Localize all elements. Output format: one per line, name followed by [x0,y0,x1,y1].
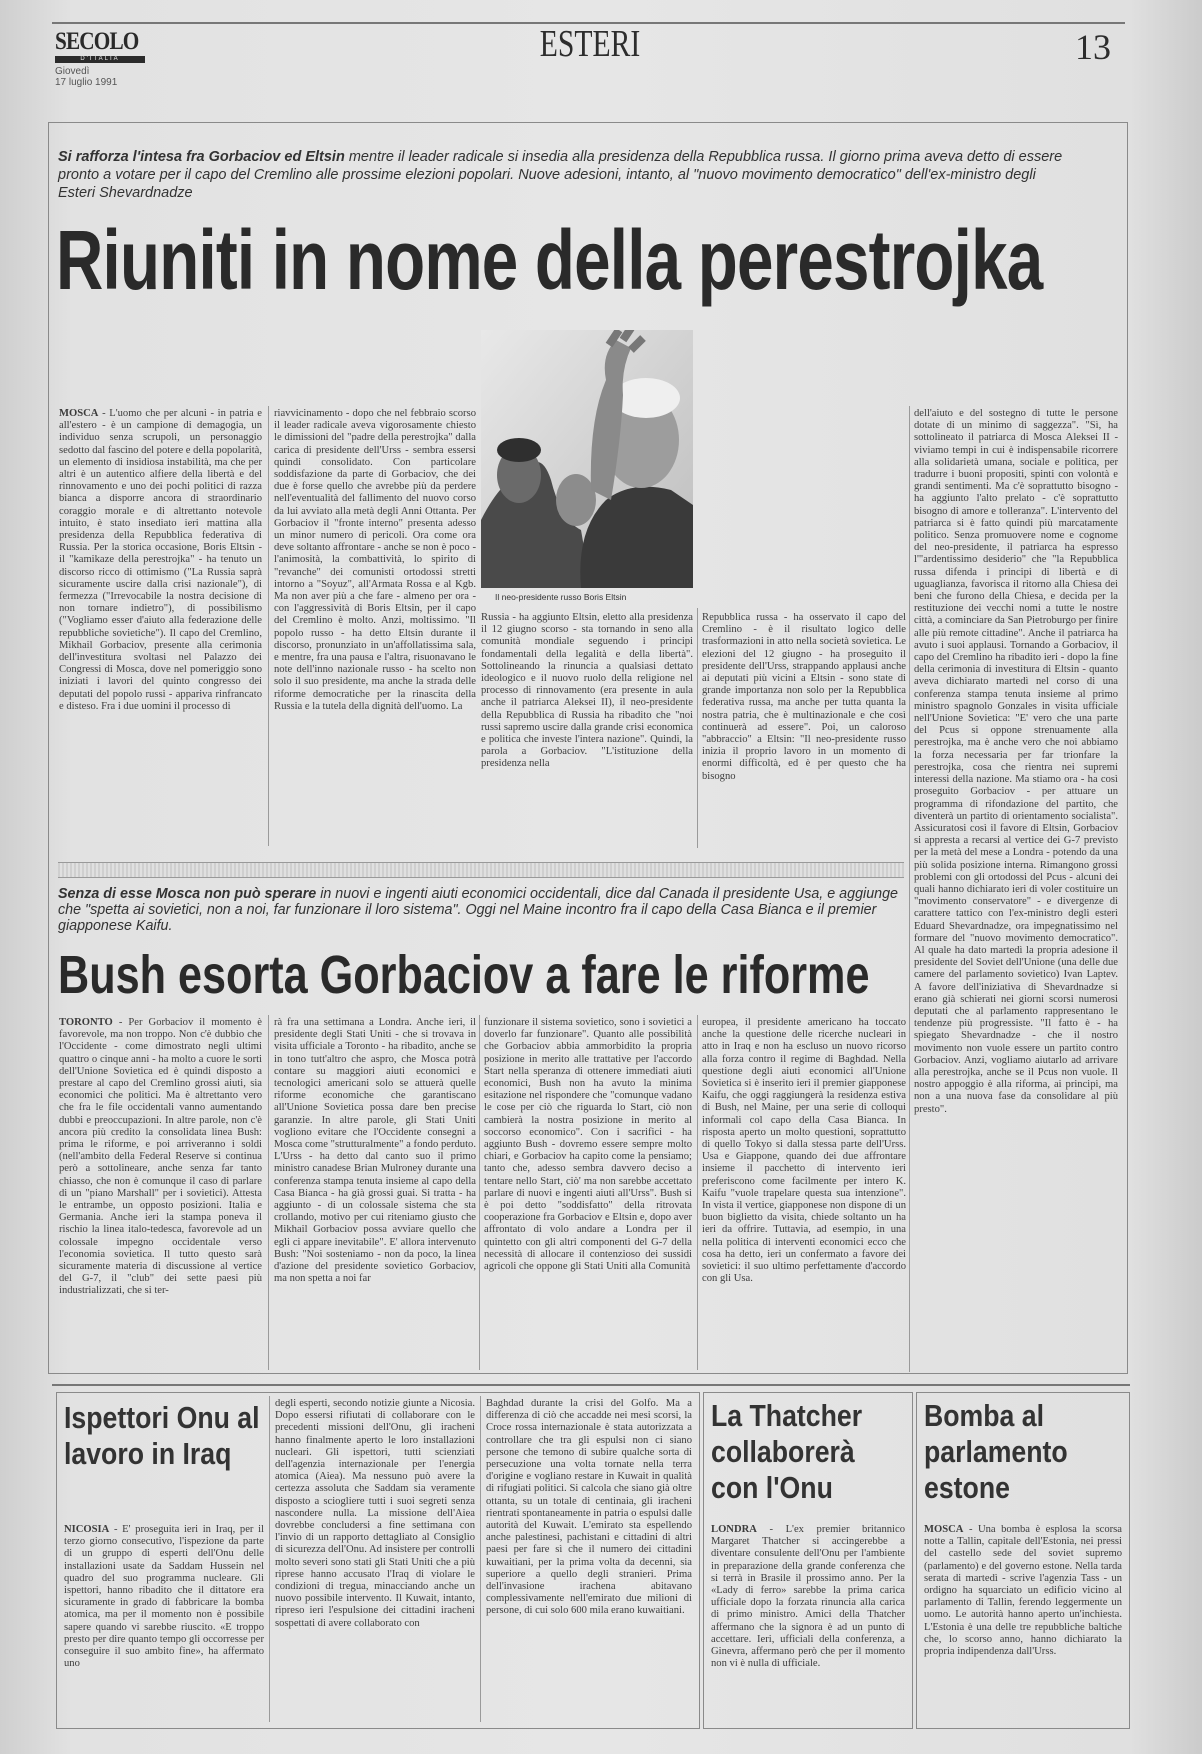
bomba-headline: Bomba al parlamento estone [924,1398,1068,1505]
page-number: 13 [1075,27,1111,67]
masthead-date: 17 luglio 1991 [55,77,118,88]
article1-column-1 [59,408,262,848]
column-divider [697,608,698,848]
article2-headline: Bush esorta Gorbaciov a fare le riforme [58,945,870,1005]
bomba-text [924,1524,1122,1722]
masthead-day: Giovedì [55,66,90,77]
column-divider [268,1015,269,1370]
article2-column-1 [59,1017,262,1371]
column-text: - L'uomo che per alcuni - in patria e all'estero - è un campione di demagogia, un individuo senza scrupoli, un personaggio sedotto dal fascino del potere e della popolarità, un elemento di insidiosa instabilità, ma che per altri è un autentico alfiere della libertà e del rinnovamento e uno dei pochi politici di razza bianca a disporre ancora di straordinario coraggio morale e di altrettanto notevole intuito, è stato insediato ieri mattina alla presidenza della Repubblica federativa di Russia. Per la storica occasione, Boris Eltsin - il "kamikaze della perestrojka" - ha tenuto un discorso ricco di ottimismo ("La Russia saprà sicuramente uscire dalla crisi nazionale"), di fermezza ("Irrevocabile la nostra decisione di non tornare indietro"), di possibilismo ("Vogliamo esser d'aiuto alla federazione delle repubbliche sovietiche"). Il capo del Cremlino, Mikhail Gorbaciov, presente alla cerimonia dell'investitura svoltasi nel Palazzo dei Congressi di Mosca, dove nel pomeriggio sono iniziati i lavori del quinto congresso dei deputati del popolo russi - appariva rinfrancato e disteso. Fra i due uomini il processo di [59,408,262,712]
column-text: - Per Gorbaciov il momento è favorevole, ma non troppo. Non c'è dubbio che l'Occidente - come dimostrato negli ultimi quattro o cinque anni - ha molto a cuore le sorti dell'Unione Sovietica ed è quindi disposto a prestare al capo del Cremlino grossi aiuti, sia economici che politici. Ma è altrettanto vero che fra le file occidentali vanno aumentando dubbi e preoccupazioni. In altre parole, non c'è ancora più credito la consolidata linea Bush: prima le riforme, e poi arriveranno i soldi (nell'ambito della Federal Reserve si continua però a sottolineare, anche senza far tanto chiasso, che non è comunque il caso di parlare di un "piano Marshall" per i sovietici). Attesta le entrambe, un opposto posizioni. Italia e Germania. Anche ieri la stampa poneva il rischio la linea italo-tedesca, favorevole ad un colossale impegno occidentale verso l'economia sovietica. Il tutto questo sarà sicuramente materia di discussione al vertice del G-7, il "club" dei sette paesi più industrializzati, che si ter- [59,1017,262,1297]
dateline: MOSCA [924,1524,964,1535]
ispettori-column-2: degli esperti, secondo notizie giunte a Nicosia. Dopo essersi rifiutati di collaborare con le precedenti missioni dell'Onu, gli iracheni hanno finalmente aperto le loro installazioni nucleari. Gli ispettori, tutti scienziati dell'agenzia internazionale per l'energia atomica (Aiea). Ma nessuno può avere la certezza assoluta che Saddam sia veramente disposto a sciogliere tutti i suoi segreti senza nascondere nulla. La missione dell'Aiea dovrebbe concludersi a fine settimana con l'invio di un rapporto dettagliato al Consiglio di sicurezza dell'Onu. Ad insistere per controlli molto severi sono stati gli Stati Uniti che a più riprese hanno accusato l'Iraq di violare le condizioni di tregua, minacciando anche un nuovo possibile intervento. Il Kuwait, intanto, ripreso ieri l'espulsione dei cittadini iracheni sospettati di avere collaborato con [275,1398,475,1629]
dateline: NICOSIA [64,1524,110,1535]
kicker-rest: in nuovi e ingenti aiuti economici occidentali, dice dal Canada il presidente Usa, e aggiunge che "spetta ai sovietici, non a noi, far funzionare il loro sistema". Oggi nel Maine incontro fra il capo della Casa Bianca e il premier giapponese Kaifu. [58,886,899,934]
photo-eltsin [481,330,693,588]
column-divider [269,1396,270,1722]
dateline: MOSCA [59,408,99,419]
column-divider [909,406,910,1372]
dateline: TORONTO [59,1017,113,1028]
column-text: - L'ex premier britannico Margaret Thatcher si accingerebbe a diventare consulente dell'Onu per l'ambiente in preparazione della grande conferenza che si terrà in Brasile il prossimo anno. Per la «Lady di ferro» sarebbe la prima carica ufficiale dopo la forzata rinuncia alla carica di primo ministro. Amici della Thatcher affermano che la signora è ad un punto di accettare. Ieri, ufficiali della conferenza, a Ginevra, affermano però che per il momento non vi è nulla di ufficiale. [711,1524,905,1670]
article1-column-3: Russia - ha aggiunto Eltsin, eletto alla presidenza il 12 giugno scorso - sta tornando in seno alla comunità mondiale seguendo i principi fondamentali della legalità e della libertà". Sottolineando la rinuncia a qualsiasi dettato ideologico e il nuovo ruolo della religione nel processo di rinnovamento (era presente in aula anche il patriarca Aleksei II), il neo-presidente della Repubblica di Russia ha ribadito che "noi russi sapremo uscire dalla grande crisi economica e politica che investe l'intera nazione". Quindi, la parola a Gorbaciov. "L'istituzione della presidenza nella [481,612,693,770]
article2-column-2: rà fra una settimana a Londra. Anche ieri, il presidente degli Stati Uniti - che si trovava in visita ufficiale a Toronto - ha ribadito, anche se in tono tutt'altro che aspro, che Mosca potrà contare su maggiori aiuti economici e tecnologici americani solo se attuerà quelle riforme economiche che garantiscano all'Unione Sovietica possa dare ben precise garanzie. In altre parole, gli Stati Uniti vogliono evitare che l'Occidente consegni a Mosca come "strutturalmente" a fondo perduto. L'Urss - ha detto dal canto suo il primo ministro canadese Brian Mulroney durante una conferenza stampa tenuta insieme al capo della Casa Bianca - ha già grossi guai. Si tratta - ha aggiunto - di un colossale sistema che sta crollando, motivo per cui riteniamo giusto che Mikhail Gorbaciov possa avviare quello che egli ci appare inevitabile". E' allora intervenuto Bush: "Noi sosteniamo - non da poco, la linea d'azione del presidente sovietico Gorbaciov, ma non spetta a noi far [274,1017,476,1285]
column-text: - E' proseguita ieri in Iraq, per il terzo giorno consecutivo, l'ispezione da parte di un gruppo di esperti dell'Onu delle installazioni usate da Saddam Hussein nel quadro del suo programma nucleare. Gli ispettori, hanno ribadito che il dittatore era sicuramente in grado di fabbricare la bomba atomica, ma per il momento non è possibile sapere quando vi sarebbe riuscito. «E troppo presto per dire quanto tempo gli occorresse per conseguire il suo ambito fine», ha affermato uno [64,1524,264,1670]
kicker-bold: Senza di esse Mosca non può sperare [58,886,317,902]
article2-kicker [58,886,903,934]
photo-caption: Il neo-presidente russo Boris Eltsin [495,592,627,602]
ispettori-column-3: Baghdad durante la crisi del Golfo. Ma a differenza di ciò che accadde nei mesi scorsi, la Croce rossa internazionale è stata autorizzata a controllare che tra gli espulsi non ci siano persone che temono di subire qualche sorta di persecuzione una volta tornate nella terra d'origine e vogliano restare in Kuwait in qualità di rifugiati politici. Si calcola che siano già oltre ottanta, su un totale di centinaia, gli iracheni rientrati spontaneamente in patria o espulsi dalle autorità del Kuwait. L'emirato sta espellendo anche palestinesi, pachistani e cittadini di altri paesi per fare sì che il numero dei cittadini kuwaitiani, per la prima volta da decenni, sia superiore a quello degli stranieri. Prima dell'invasione irachena abitavano complessivamente nell'emirato due milioni di persone, di cui solo 600 mila erano kuwaitiani. [486,1398,692,1617]
article1-column-5: dell'aiuto e del sostegno di tutte le persone dotate di un minimo di saggezza". "Sì, ha sottolineato il patriarca di Mosca Aleksei II - viviamo tempi in cui è indispensabile ricorrere alla solidarietà umana, sociale e politica, per tradurre i buoni propositi, spinti con volontà e grandi sentimenti. Ma c'è soprattutto bisogno - ha aggiunto l'alto prelato - c'è soprattutto bisogno di amore e tolleranza". L'intervento del patriarca si è fatto quindi più marcatamente politico. Senza promuovere nome e cognome del neo-presidente, il patriarca ha espresso l'"ardentissimo desiderio" che "la Repubblica russa difenda i principi di libertà e di uguaglianza, favorisca il ritorno alla Chiesa dei beni che furono della Chiesa, e decida per la restituzione dei vecchi nomi a tutte le nostre città, a cominciare da San Pietroburgo per finire alle più remote cittadine". Anche il patriarca ha avuto i suoi applausi. Tornando a Gorbaciov, il capo del Cremlino ha ribadito ieri - dopo la fine della cerimonia di investitura di Eltsin - quanto aveva dichiarato martedì nel corso di una conferenza stampa tenuta insieme al primo ministro spagnolo Gonzales in visita ufficiale nell'Unione Sovietica: "E' vero che una parte del Pcus si oppone strenuamente alla perestrojka, ma è anche vero che noi abbiamo la forza necessaria per far trionfare la perestrojka, cosa che rientra nei supremi interessi della nazione. Ma stiamo ora - ha così proseguito Gorbaciov - per attuare un programma di rifondazione del partito, che diventerà un partito di orientamento socialista". Assicuratosi così il favore di Eltsin, Gorbaciov si appresta a recarsi al vertice dei G-7 previsto per la metà del mese a Londra - potendo da una più solida posizione interna. Rimangono grossi problemi con gli ortodossi del Pcus - alcuni dei quali hanno dichiarato ieri di voler costituire un "movimento conservatore" - e divergenze di carattere tattico con l'ex-ministro degli esteri Eduard Shevardnadze, ora impegnatissimo nel formare del "nuovo movimento democratico". Al quale ha dato martedì la propria adesione il presidente del Soviet dell'Unione (una delle due camere del parlamento sovietico) Ivan Laptev. A favore dell'iniziativa di Shevardnadze si erano già schierati nei giorni scorsi numerosi deputati che al parlamento rappresentano le tendenze più progressiste. "Il fatto è - ha spiegato Shevardnadze - che il nostro movimento non vuole essere un partito contro Gorbaciov. Anzi, vogliamo aiutarlo ad arrivare alla perestrojka, anche se il Pcus non vuole. Il nostro appoggio è alla riforma, ai principi, ma non a una nuova fase da consolidare al più presto". [914,408,1118,1115]
thatcher-text [711,1524,905,1722]
column-divider [697,1015,698,1370]
dateline: LONDRA [711,1524,757,1535]
article1-column-4: Repubblica russa - ha osservato il capo del Cremlino - è il risultato logico delle trasformazioni in atto nella società sovietica. Le elezioni del 12 giugno - ha proseguito il presidente dell'Urss, strappando applausi anche ai deputati più vicini a Eltsin - sono state di grande importanza non solo per la Repubblica federativa russa, ma anche per tutta quanta la nostra patria, che è multinazionale e che così continuerà ad essere". Poi, un caloroso "abbraccio" a Eltsin: "Il neo-presidente russo inizia il proprio lavoro in un momento di enormi difficoltà, ed è per questo che ha bisogno [702,612,906,782]
column-divider [479,1015,480,1370]
kicker-rest: mentre il leader radicale si insedia alla presidenza della Repubblica russa. Il giorno prima aveva detto di essere pronto a votare per il capo del Cremlino alle prossime elezioni popolari. Nuove adesioni, intanto, al "nuovo movimento democratico" dell'ex-ministro degli Esteri Shevardnadze [58,149,1063,201]
bottom-rule [52,1384,1130,1386]
column-text: - Una bomba è esplosa la scorsa notte a Tallin, capitale dell'Estonia, nei pressi del castello sede del soviet supremo (parlamento) e del governo estone. Nella tarda serata di martedì - scrive l'agenzia Tass - un ordigno ha squarciato un edificio vicino al parlamento di Tallin, ferendo leggermente un uomo. Le autorità hanno aperto un'inchiesta. L'Estonia è una delle tre repubbliche baltiche che, lo scorso anno, hanno dichiarato la propria indipendenza dall'Urss. [924,1524,1122,1658]
column-divider [268,406,269,846]
article1-column-2: riavvicinamento - dopo che nel febbraio scorso il leader radicale aveva vigorosamente chiesto le dimissioni del "padre della perestrojka" dalla carica di presidente dell'Urss - sembra essersi quindi consolidato. Con particolare soddisfazione da parte di Gorbaciov, che dei due è forse quello che avrebbe più da perdere nell'eventualità del fallimento del nuovo corso da lui avviato alla metà degli Anni Ottanta. Per Gorbaciov il "fronte interno" presenta adesso un minor numero di pericoli. Ora come ora deve soltanto affrontare - anche se non è poco - l'animosità, la combattività, lo spirito di "revanche" dei comunisti ortodossi stretti intorno a "Soyuz", all'Armata Rossa e al Kgb. Ma non aver più a che fare - almeno per ora - con l'aggressività di Boris Eltsin, per il capo del Cremlino è molto. Anzi, moltissimo. "Il popolo russo - ha detto Eltsin durante il discorso, pronunziato in un'affollatissima sala, e mentre, fra una pausa e l'altra, risuonavano le note dell'inno nazionale russo - ha scelto non solo il suo presidente, ma anche la strada delle riforme democratiche per la rinascita della Russia e la tutela della dignità dell'uomo. La [274,408,476,712]
article2-column-3: funzionare il sistema sovietico, sono i sovietici a doverlo far funzionare". Quanto alle possibilità che Gorbaciov abbia ammorbidito la propria posizione in merito alle trattative per l'accordo Start nella speranza di ottenere immediati aiuti economici, Bush non ha avuto la minima esitazione nel rispondere che "comunque vadano le cose per ciò che riguarda lo Start, ciò non cambierà la nostra posizione in merito al soccorso economico". Con i sacrifici - ha aggiunto Bush - dovremo essere sempre molto chiari, e Gorbaciov ha capito come la pensiamo; tanto che, adesso sembra davvero deciso a tentare nello Start, ciò' ma non sarebbe accettato parlare di nuovi e ingenti aiuti all'Urss". Bush si è poi detto "soddisfatto" della ritrovata cooperazione fra Gorbaciov e Eltsin e, dopo aver affrontato di volo andare a Londra per il quintetto con gli altri componenti del G-7 della necessità di allocare il contenzioso dei sussidi agricoli che oppone gli Stati Uniti alla Comunità [484,1017,692,1273]
ispettori-column-1 [64,1524,264,1722]
article1-headline: Riuniti in nome della perestrojka [56,213,1043,307]
column-divider [480,1396,481,1722]
section-title: ESTERI [539,23,641,65]
separator-band [58,862,904,878]
masthead [55,28,153,88]
article2-column-4: europea, il presidente americano ha toccato anche la questione delle ricerche nucleari in atto in Iraq e non ha escluso un nuovo ricorso alla forza contro il regime di Baghdad. Nella questione degli aiuti economici all'Unione Sovietica si è inserito ieri il premier giapponese Kaifu, che oggi raggiungerà la residenza estiva di Bush, nel Maine, per una serie di colloqui informali col capo della Casa Bianca. In risposta aperto un molto questioni, soprattutto di quello Tokyo si dalla stessa parte dell'Urss. Usa e Giappone, quando dei due affrontare insieme il pacchetto di intervento ieri preferiscono come facilmente per intero K. Kaifu "vuole trapelare questa sua intenzione". In vista il vertice, giapponese non dispone di un buon biglietto da visita, chiede soltanto un ha ieri da offrire. Tuttavia, ad esempio, in una nella politica di interventi economici ecco che cosa ha detto, ieri un confermato a favore dei sovietici: il suo ultimo perfettamente d'accordo con gli Usa. [702,1017,906,1285]
masthead-sub: D'ITALIA [55,56,145,63]
article1-kicker [58,148,1068,202]
kicker-bold: Si rafforza l'intesa fra Gorbaciov ed Eltsin [58,149,345,165]
ispettori-headline: Ispettori Onu al lavoro in Iraq [64,1400,260,1471]
masthead-name: SECOLO [55,28,139,55]
thatcher-headline: La Thatcher collaborerà con l'Onu [711,1398,863,1505]
